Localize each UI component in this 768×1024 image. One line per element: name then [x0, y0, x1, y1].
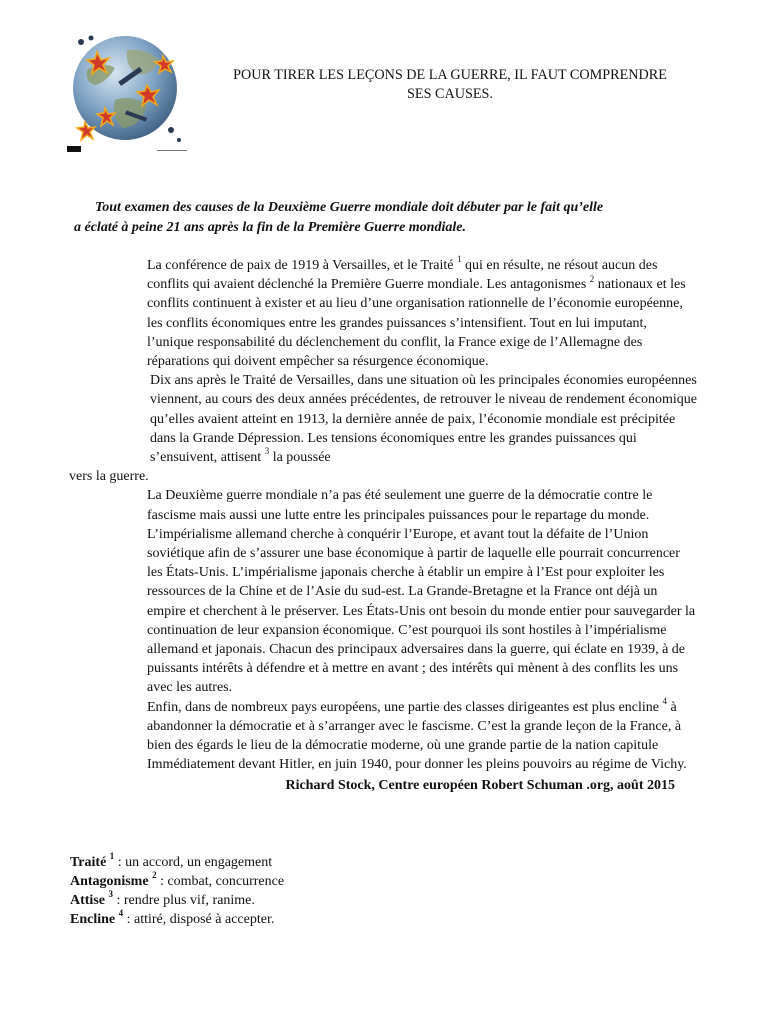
glossary-number: 3	[108, 889, 113, 900]
glossary-definition: : rendre plus vif, ranime.	[113, 893, 255, 908]
paragraph-4-part-a: Enfin, dans de nombreux pays européens, une partie des classes dirigeantes est plus encline	[147, 699, 663, 715]
paragraph-3: La Deuxième guerre mondiale n’a pas été seulement une guerre de la démocratie contre le fascisme mais aussi une lutte entre les principales puissances pour le repartage du monde. L’impérialisme allemand cherche à conquérir l’Europe, et avant tout la défaite de l’Union soviétique afin de s’assurer une base économique à partir de laquelle elle pourrait concurrencer les États-Unis. L’impérialisme japonais cherche à établir un empire à l’Est pour exploiter les ressources de la Chine et de l’Asie du sud-est. La Grande-Bretagne et la France ont déjà un empire et cherchent à le préserver. Les États-Unis ont besoin du monde entier pour sauvegarder la continuation de leur expansion économique. C’est pourquoi ils sont hostiles à l’impérialisme allemand et japonais. Chacun des principaux adversaires dans la guerre, qui éclate en 1939, à de puissants intérêts à défendre et à mettre en avant ; des intérêts qui mènent à des conflits les uns avec les autres.	[147, 488, 696, 696]
glossary-item	[70, 853, 284, 872]
glossary	[70, 853, 284, 929]
footnote-ref-2: 2	[589, 273, 595, 284]
paragraph-2	[69, 371, 697, 467]
war-globe-illustration	[67, 30, 189, 154]
paragraph-4	[69, 698, 697, 775]
paragraph-2-tail: vers la guerre.	[69, 469, 149, 485]
footnote-ref-3: 3	[264, 446, 270, 457]
author-signature: Richard Stock, Centre européen Robert Schuman .org, août 2015	[285, 778, 675, 793]
glossary-definition: : attiré, disposé à accepter.	[123, 912, 275, 927]
paragraph-1-part-b: qui en résulte, ne résout aucun des conflits qui avaient déclenché la Première Guerre mondiale. Les antagonismes	[147, 258, 658, 293]
glossary-item	[70, 910, 284, 929]
glossary-definition: : un accord, un engagement	[114, 855, 273, 870]
footnote-ref-4: 4	[662, 696, 668, 707]
article-body	[69, 256, 697, 774]
glossary-term: Antagonisme	[70, 874, 149, 889]
glossary-term: Attise	[70, 893, 105, 908]
glossary-term: Traité	[70, 855, 107, 870]
glossary-term: Encline	[70, 912, 116, 927]
glossary-item	[70, 891, 284, 910]
paragraph-1-part-a: La conférence de paix de 1919 à Versailles, et le Traité	[147, 258, 457, 273]
paragraph-2-part-a: Dix ans après le Traité de Versailles, dans une situation où les principales économies européennes viennent, au cours des deux années précédentes, de retrouver le niveau de rendement économique qu’elles avaient atteint en 1913, la dernière année de paix, l’économie mondiale est précipitée dans la Grande Dépression. Les tensions économiques entre les grandes puissances qui s’ensuivent, attisent	[150, 373, 697, 466]
glossary-definition: : combat, concurrence	[156, 874, 285, 889]
page-title	[200, 66, 700, 104]
paragraph-1	[69, 256, 697, 371]
paragraph-4-part-b: à abandonner la démocratie et à s’arranger avec le fascisme. C’est la grande leçon de la France, à bien des égards le lieu de la démocratie moderne, où une grande partie de la nation capitule Immédiatement devant Hitler, en juin 1940, pour donner les pleins pouvoirs au régime de Vichy.	[147, 699, 687, 773]
glossary-number: 1	[109, 851, 115, 862]
paragraph-1-part-c: nationaux et les conflits continuent à exister et au lieu d’une organisation rationnelle de l’économie européenne, les conflits économiques entre les grandes puissances s’intensifient. Tout en lui imputant, l’unique responsabilité du déclenchement du conflit, la France exige de l’Allemagne des réparations qui doivent empêcher sa résurgence économique.	[147, 277, 686, 370]
footnote-ref-1: 1	[456, 254, 462, 265]
intro-paragraph	[70, 198, 690, 238]
glossary-number: 2	[152, 870, 157, 881]
intro-line-2: a éclaté à peine 21 ans après la fin de la Première Guerre mondiale.	[74, 220, 466, 235]
intro-line-1: Tout examen des causes de la Deuxième Guerre mondiale doit débuter par le fait qu’elle	[95, 200, 604, 215]
title-line-1: POUR TIRER LES LEÇONS DE LA GUERRE, IL FAUT COMPRENDRE	[233, 67, 667, 83]
paragraph-2-part-b: la poussée	[269, 450, 331, 466]
glossary-number: 4	[118, 908, 124, 919]
title-line-2: SES CAUSES.	[407, 86, 493, 102]
glossary-item	[70, 872, 284, 891]
